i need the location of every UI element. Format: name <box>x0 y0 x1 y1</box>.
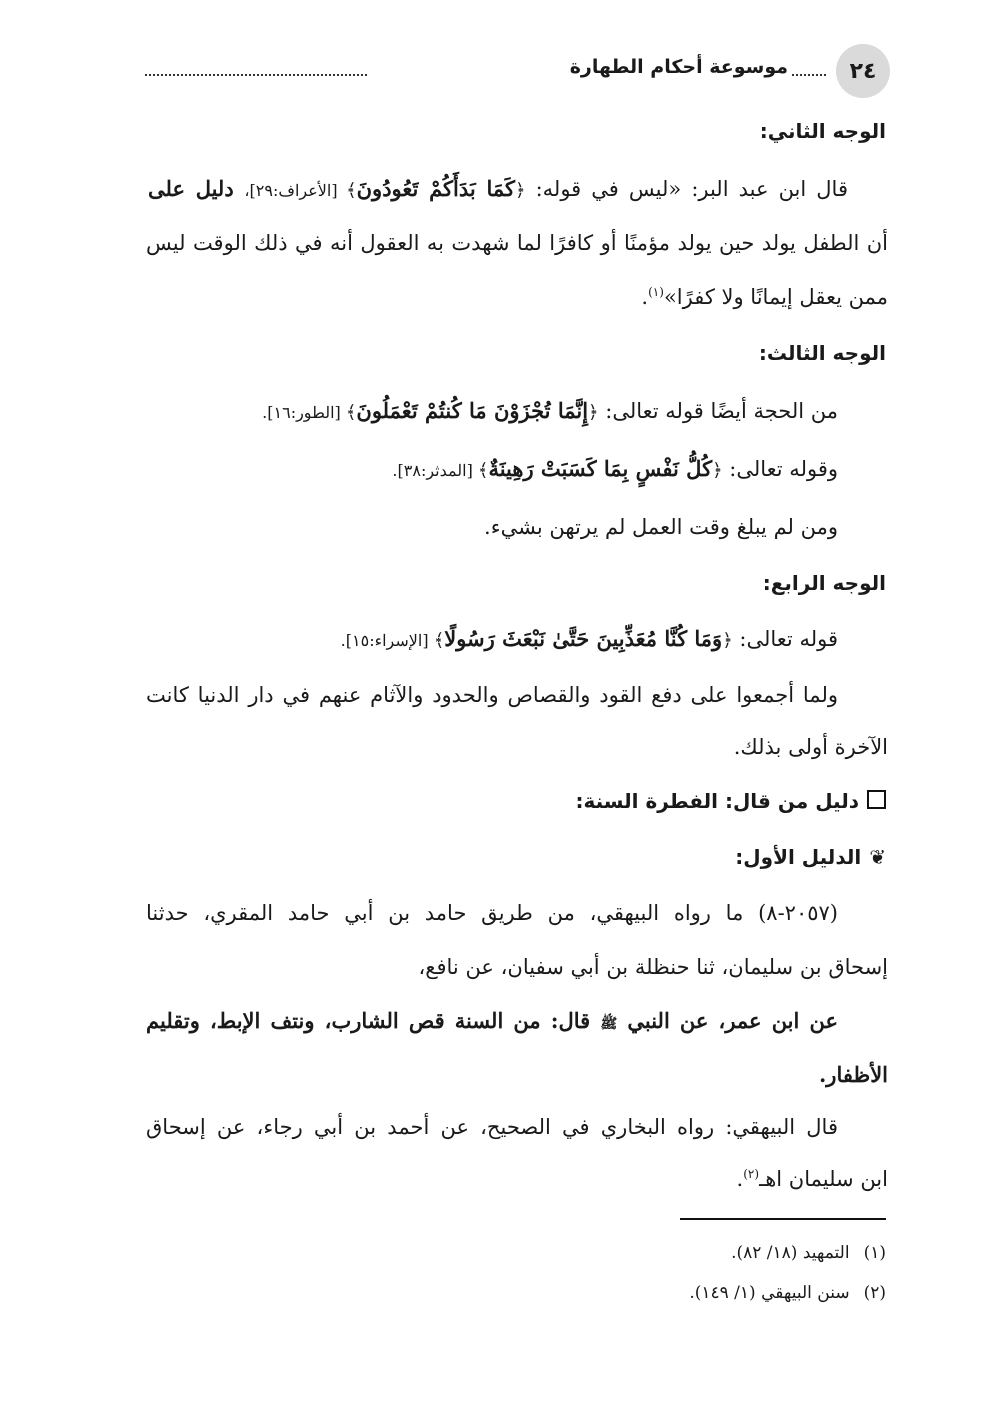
paragraph-ibn-abd-albarr-line-2: أن الطفل يولد حين يولد مؤمنًا أو كافرًا لما شهدت به العقول أنه في ذلك الوقت ليس <box>146 231 888 255</box>
quran-bracket-open: ﴿ <box>722 630 733 651</box>
footnote-separator <box>680 1218 886 1220</box>
paragraph-wama-kunna <box>148 624 838 656</box>
heading-fourth-aspect: الوجه الرابع: <box>762 571 886 595</box>
footnote-2 <box>186 1280 886 1306</box>
subsection-heading-text: الدليل الأول: <box>735 845 862 869</box>
quran-verse: كُلُّ نَفْسٍ بِمَا كَسَبَتْ رَهِينَةٌ <box>488 456 713 481</box>
verse-reference: [الطور:١٦]. <box>262 403 346 422</box>
heading-third-aspect: الوجه الثالث: <box>758 341 886 365</box>
verse-reference: [الإسراء:١٥]. <box>340 631 434 650</box>
text-run: قوله تعالى: <box>732 627 838 651</box>
footnote-number: (٢) <box>863 1283 886 1303</box>
paragraph-ijma-line-1: ولما أجمعوا على دفع القود والقصاص والحدود والآثام عنهم في دار الدنيا كانت <box>146 683 838 707</box>
paragraph-not-reached: ومن لم يبلغ وقت العمل لم يرتهن بشيء. <box>484 515 838 539</box>
header-dotted-leader-left <box>145 74 367 76</box>
footnote-number: (١) <box>863 1243 886 1263</box>
quran-verse: إِنَّمَا تُجْزَوْنَ مَا كُنتُمْ تَعْمَلُونَ <box>356 398 589 423</box>
page-number-badge: ٢٤ <box>836 44 890 98</box>
footnote-text: سنن البيهقي (١/ ١٤٩). <box>689 1283 850 1303</box>
text-run: ممن يعقل إيمانًا ولا كفرًا» <box>663 285 888 309</box>
verse-reference: [المدثر:٣٨]. <box>392 461 478 480</box>
text-run: عن ابن عمر، عن النبي <box>617 1008 838 1033</box>
footnote-1 <box>186 1240 886 1266</box>
text-run: . <box>736 1167 744 1191</box>
quran-bracket-close: ﴾ <box>433 630 445 651</box>
quran-bracket-close: ﴾ <box>477 460 489 481</box>
hadith-isnad-line-1: (٢٠٥٧-٨) ما رواه البيهقي، من طريق حامد بن أبي حامد المقري، حدثنا <box>146 901 838 925</box>
paragraph-kullu-nafs <box>148 454 838 486</box>
square-outline-icon <box>867 790 886 809</box>
quran-bracket-open: ﴿ <box>588 402 599 423</box>
section-heading-text: دليل من قال: الفطرة السنة: <box>575 789 859 813</box>
bayhaqi-note-line-2 <box>146 1164 888 1194</box>
text-run: قال ابن عبد البر: «ليس في قوله: <box>525 177 848 201</box>
footnote-text: التمهيد (١٨/ ٨٢). <box>731 1243 850 1263</box>
salutation-glyph: ﷺ <box>600 1016 618 1032</box>
quran-bracket-close: ﴾ <box>345 402 357 423</box>
quran-bracket-close: ﴾ <box>346 180 357 201</box>
text-run: قال: من السنة قص الشارب، ونتف الإبط، وتقليم <box>146 1008 601 1033</box>
text-run: . <box>641 285 649 309</box>
text-run: دليل على <box>148 176 245 201</box>
text-run: ابن سليمان اهـ <box>759 1167 888 1191</box>
hadith-matn-line-1 <box>146 1006 838 1039</box>
verse-reference: [الأعراف:٢٩]، <box>244 181 347 200</box>
section-heading <box>146 786 886 816</box>
hadith-isnad-line-2: إسحاق بن سليمان، ثنا حنظلة بن أبي سفيان، عن نافع، <box>418 955 888 979</box>
quran-verse: وَمَا كُنَّا مُعَذِّبِينَ حَتَّىٰ نَبْعَثَ رَسُولًا <box>444 626 723 651</box>
paragraph-hujja <box>148 396 838 428</box>
heading-second-aspect: الوجه الثاني: <box>759 119 886 143</box>
page-header <box>145 44 890 100</box>
hadith-matn-line-2: الأظفار. <box>819 1062 888 1087</box>
quran-bracket-open: ﴿ <box>514 180 526 201</box>
paragraph-ibn-abd-albarr-line-3 <box>146 282 888 312</box>
leaf-ornament-icon: ❦ <box>869 845 886 869</box>
paragraph-ijma-line-2: الآخرة أولى بذلك. <box>733 735 888 759</box>
bayhaqi-note-line-1: قال البيهقي: رواه البخاري في الصحيح، عن أحمد بن أبي رجاء، عن إسحاق <box>146 1115 838 1139</box>
header-dotted-leader-right <box>792 74 826 76</box>
paragraph-ibn-abd-albarr-line-1 <box>148 174 848 206</box>
running-head-title: موسوعة أحكام الطهارة <box>569 56 788 78</box>
text-run: وقوله تعالى: <box>722 457 838 481</box>
quran-verse: كَمَا بَدَأَكُمْ تَعُودُونَ <box>356 176 515 201</box>
footnote-marker: (٢) <box>743 1167 760 1181</box>
footnote-marker: (١) <box>648 285 664 299</box>
text-run: من الحجة أيضًا قوله تعالى: <box>598 399 838 423</box>
quran-bracket-open: ﴿ <box>712 460 723 481</box>
subsection-heading <box>146 842 886 872</box>
